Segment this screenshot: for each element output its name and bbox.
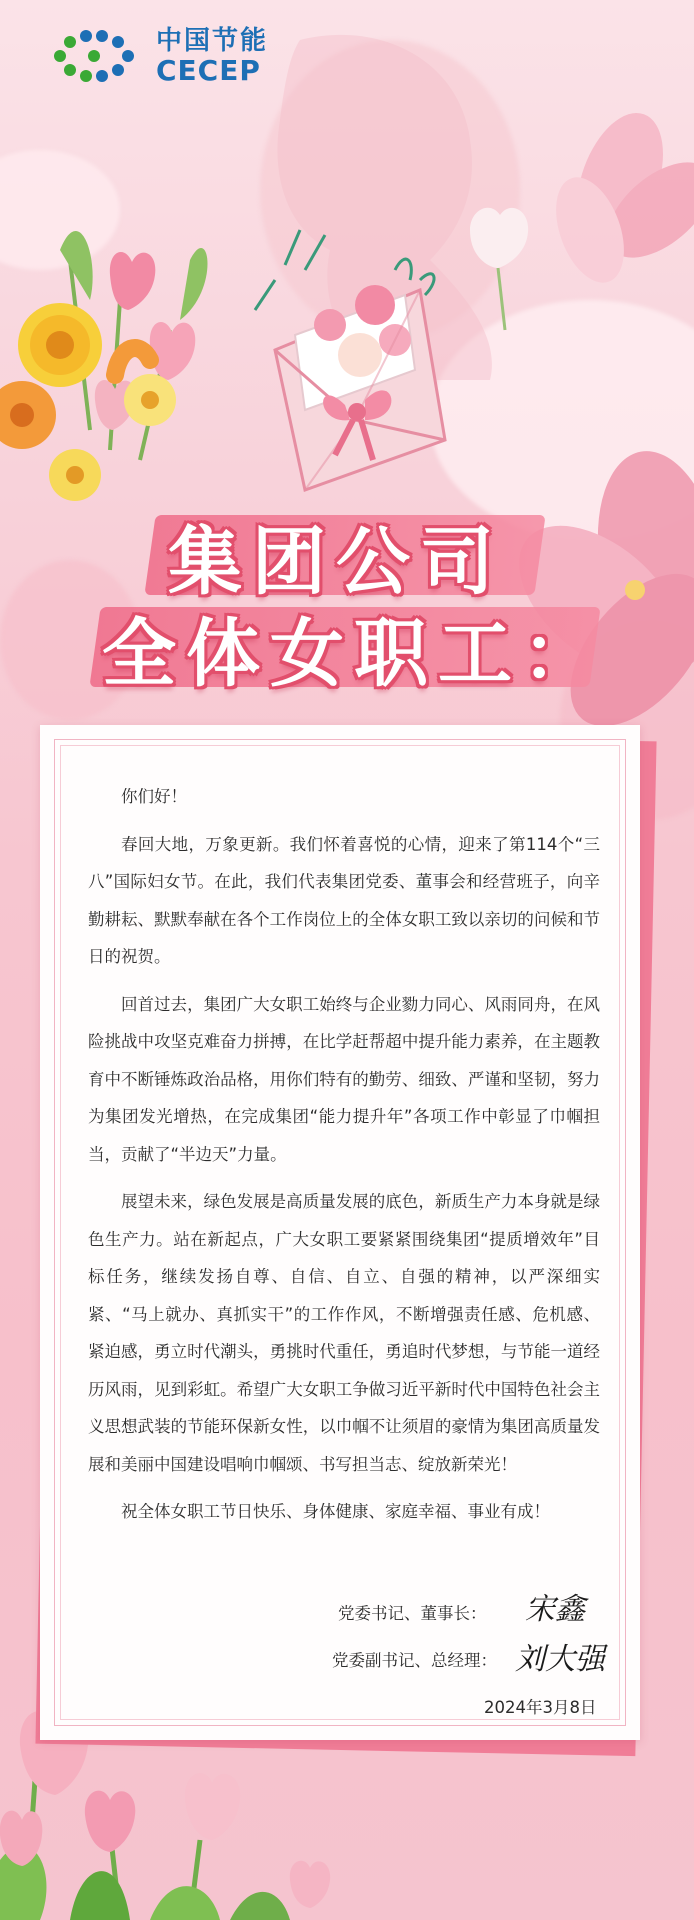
letter-body	[88, 778, 600, 1541]
headline-line-1: 集团公司	[168, 519, 504, 605]
cecep-logo-icon	[44, 26, 144, 86]
signatory-title-2: 党委副书记、总经理：	[332, 1651, 497, 1670]
signatory-title-1: 党委书记、董事长：	[338, 1604, 487, 1623]
headline-line-2: 全体女职工：	[102, 611, 606, 697]
logo-name-en: CECEP	[156, 54, 261, 87]
handwritten-signature-2: 刘大强	[515, 1642, 605, 1677]
letter-paragraph: 展望未来，绿色发展是高质量发展的底色，新质生产力本身就是绿色生产力。站在新起点，广大女职工要紧紧围绕集团“提质增效年”目标任务，继续发扬自尊、自信、自立、自强的精神，以严深细实紧、“马上就办、真抓实干”的工作作风，不断增强责任感、危机感、紧迫感，勇立时代潮头，勇挑时代重任，勇追时代梦想，与节能一道经历风雨，见到彩虹。希望广大女职工争做习近平新时代中国特色社会主义思想武装的节能环保新女性，以巾帼不让须眉的豪情为集团高质量发展和美丽中国建设唱响巾帼颂、书写担当志、绽放新荣光！	[88, 1192, 600, 1474]
logo-text	[156, 26, 268, 86]
letter-date: 2024年3月8日	[484, 1698, 597, 1717]
handwritten-signature-1: 宋鑫	[525, 1592, 585, 1627]
letter-paragraph: 春回大地，万象更新。我们怀着喜悦的心情，迎来了第114个“三八”国际妇女节。在此，我们代表集团党委、董事会和经营班子，向辛勤耕耘、默默奉献在各个工作岗位上的全体女职工致以亲切的问候和节日的祝贺。	[88, 834, 600, 966]
headline	[0, 495, 694, 695]
logo-name-cn: 中国节能	[156, 26, 269, 56]
letter-paragraph: 祝全体女职工节日快乐、身体健康、家庭幸福、事业有成！	[121, 1502, 550, 1521]
letter-paragraph: 回首过去，集团广大女职工始终与企业勠力同心、风雨同舟，在风险挑战中攻坚克难奋力拼搏，在比学赶帮超中提升能力素养，在主题教育中不断锤炼政治品格，用你们特有的勤劳、细致、严谨和坚韧，努力为集团发光增热，在完成集团“能力提升年”各项工作中彰显了巾帼担当，贡献了“半边天”力量。	[88, 994, 600, 1164]
letter-greeting: 你们好！	[121, 787, 187, 806]
cecep-logo	[44, 26, 268, 86]
